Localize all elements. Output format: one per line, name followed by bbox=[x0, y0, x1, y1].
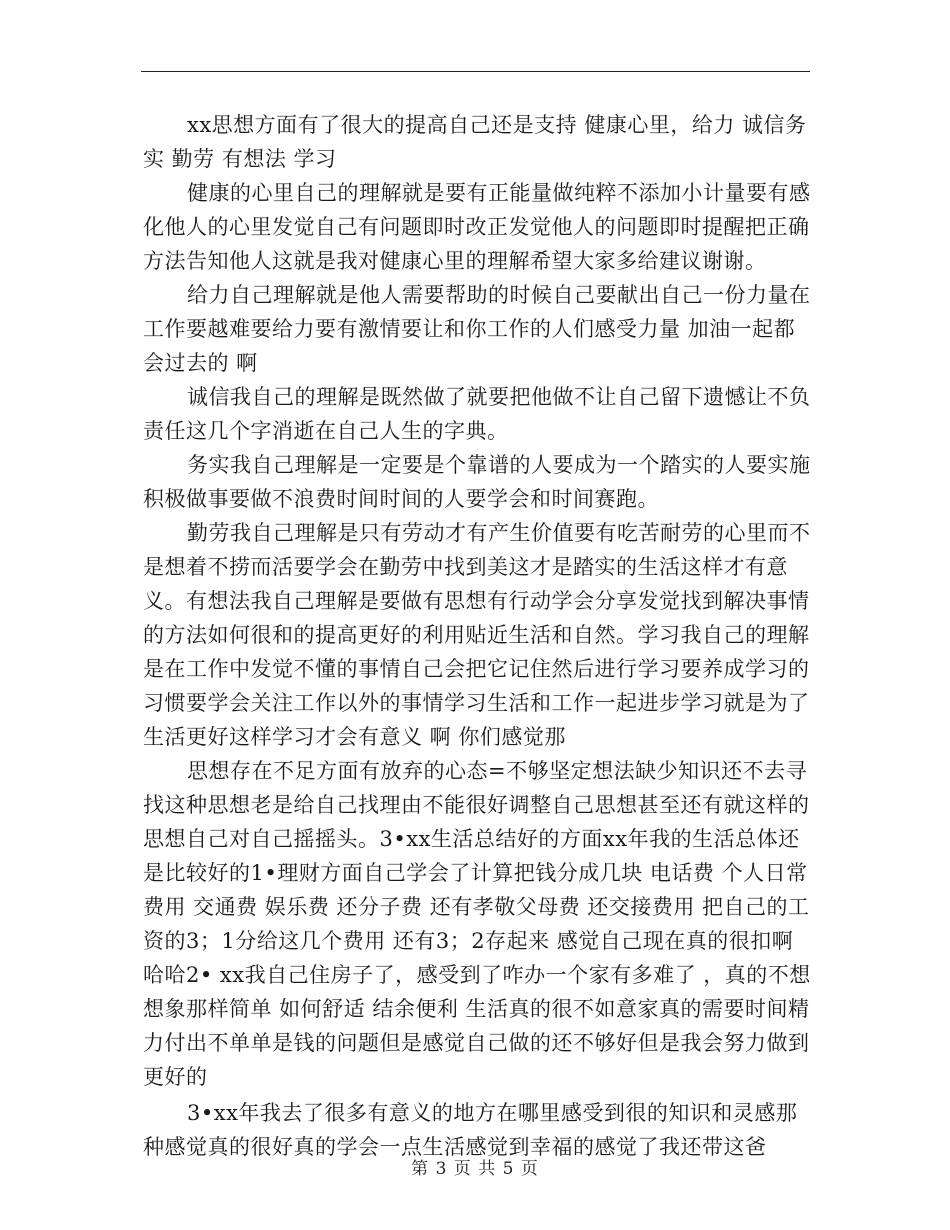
page-number: 第 3 页 共 5 页 bbox=[411, 1159, 539, 1179]
paragraph-8: 3•xx年我去了很多有意义的地方在哪里感受到很的知识和灵感那种感觉真的很好真的学会一点生活感觉到幸福的感觉了我还带这爸 bbox=[143, 1101, 798, 1159]
paragraph-7: 思想存在不足方面有放弃的心态=不够坚定想法缺少知识还不去寻找这种思想老是给自己找理由不能很好调整自己思想甚至还有就这样的思想自己对自己摇摇头。3•xx生活总结好的方面xx年我的生活总体还是比较好的1•理财方面自己学会了计算把钱分成几块 电话费 个人日常费用 交通费 娱乐费 还分子费 还有孝敬父母费 还交接费用 把自己的工资的3；1分给这几个费用 还有3；2存起来 感觉自己现在真的很扣啊哈哈2• xx我自己住房子了，感受到了咋办一个家有多难了 ，真的不想想象那样简单 如何舒适 结余便利 生活真的很不如意家真的需要时间精力付出不单单是钱的问题但是感觉自己做的还不够好但是我会努力做到更好的 bbox=[143, 759, 811, 1089]
paragraph-2: 健康的心里自己的理解就是要有正能量做纯粹不添加小计量要有感化他人的心里发觉自己有问题即时改正发觉他人的问题即时提醒把正确方法告知他人这就是我对健康心里的理解希望大家多给建议谢谢。 bbox=[143, 181, 811, 273]
document-body bbox=[143, 108, 813, 1164]
paragraph-6: 勤劳我自己理解是只有劳动才有产生价值要有吃苦耐劳的心里而不是想着不捞而活要学会在勤劳中找到美这才是踏实的生活这样才有意义。有想法我自己理解是要做有思想有行动学会分享发觉找到解决事情的方法如何很和的提高更好的利用贴近生活和自然。学习我自己的理解是在工作中发觉不懂的事情自己会把它记住然后进行学习要养成学习的习惯要学会关注工作以外的事情学习生活和工作一起进步学习就是为了生活更好这样学习才会有意义 啊 你们感觉那 bbox=[143, 521, 811, 749]
paragraph-5: 务实我自己理解是一定要是个靠谱的人要成为一个踏实的人要实施积极做事要做不浪费时间时间的人要学会和时间赛跑。 bbox=[143, 453, 811, 511]
header-rule bbox=[141, 71, 810, 72]
paragraph-4: 诚信我自己的理解是既然做了就要把他做不让自己留下遗憾让不负责任这几个字消逝在自己人生的字典。 bbox=[143, 385, 811, 443]
paragraph-1: xx思想方面有了很大的提高自己还是支持 健康心里，给力 诚信务实 勤劳 有想法 学习 bbox=[143, 113, 807, 171]
paragraph-3: 给力自己理解就是他人需要帮助的时候自己要献出自己一份力量在工作要越难要给力要有激情要让和你工作的人们感受力量 加油一起都会过去的 啊 bbox=[143, 283, 811, 375]
